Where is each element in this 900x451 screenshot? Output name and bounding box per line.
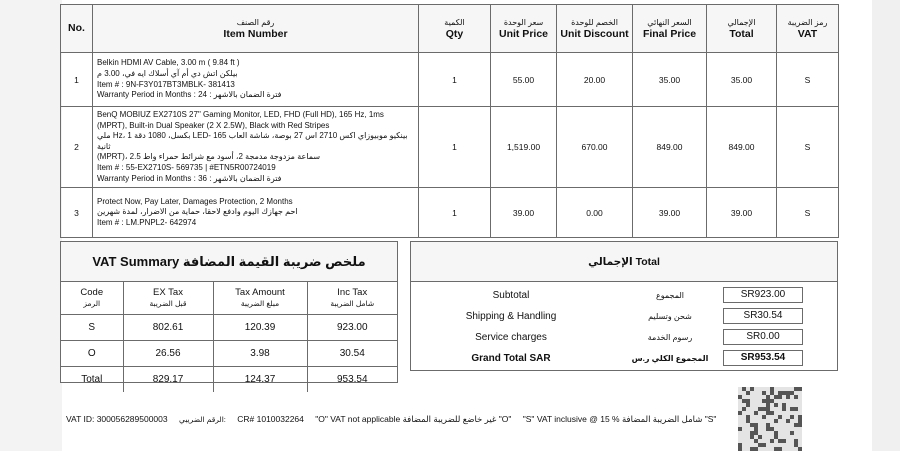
subtotal-row <box>417 286 831 304</box>
items-table <box>60 4 839 238</box>
qr-module <box>782 439 786 443</box>
qr-module <box>750 431 754 435</box>
qr-module <box>774 419 778 423</box>
vat-summary-panel <box>60 241 398 383</box>
shipping-value: SR30.54 <box>723 308 803 324</box>
vat-row-o <box>61 340 397 366</box>
cr-number: CR# 1010032264 <box>237 414 304 424</box>
qr-module <box>794 423 798 427</box>
item-sku: Item # : 9N-F3Y017BT3MBLK- 381413 <box>97 79 235 89</box>
item-unit-discount: 670.00 <box>557 107 633 188</box>
right-margin <box>872 0 900 451</box>
item-sku: Item # : LM.PNPL2- 642974 <box>97 217 197 227</box>
qr-module <box>770 391 774 395</box>
item-final-price: 849.00 <box>633 107 707 188</box>
item-total: 39.00 <box>707 188 777 238</box>
item-qty: 1 <box>419 53 491 107</box>
qr-module <box>774 435 778 439</box>
item-description <box>93 53 419 107</box>
vat-tax-amount: 124.37 <box>213 366 307 392</box>
vat-header-inc-tax: Inc Tax شامل الضريبة <box>307 282 397 314</box>
qr-module <box>758 407 762 411</box>
totals-title: الإجمالي Total <box>411 242 837 282</box>
qr-module <box>762 443 766 447</box>
header-vat: رمز الضريبة VAT <box>777 5 839 53</box>
subtotal-label: Subtotal <box>492 289 530 301</box>
qr-module <box>798 447 802 451</box>
qr-module <box>778 439 782 443</box>
vat-header-code: Code الرمز <box>61 282 123 314</box>
qr-module <box>766 427 770 431</box>
header-unit-discount: الخصم للوحدة Unit Discount <box>557 5 633 53</box>
item-qty: 1 <box>419 188 491 238</box>
vat-code: S <box>61 314 123 340</box>
qr-module <box>790 431 794 435</box>
qr-module <box>778 447 782 451</box>
totals-panel <box>410 241 838 371</box>
qr-module <box>746 391 750 395</box>
item-row-1 <box>61 53 839 107</box>
item-final-price: 39.00 <box>633 188 707 238</box>
vat-tax-amount: 120.39 <box>213 314 307 340</box>
header-qty: الكمية Qty <box>419 5 491 53</box>
grand-total-value: SR953.54 <box>723 350 803 366</box>
vat-inc-tax: 30.54 <box>307 340 397 366</box>
item-name-arabic: بينكيو موبيوزاي اكس 2710 اس 27 بوصة، شاشة العاب LED- 165 بكسل، 1080 دقة Hz، 1 ملي ثانية <box>97 131 408 151</box>
qr-module <box>762 391 766 395</box>
qr-module <box>778 391 782 395</box>
qr-module <box>738 443 742 447</box>
item-unit-price: 55.00 <box>491 53 557 107</box>
vat-header-row <box>61 282 397 314</box>
qr-module <box>786 391 790 395</box>
item-unit-price: 39.00 <box>491 188 557 238</box>
shipping-label-arabic: شحن وتسليم <box>648 311 692 321</box>
item-qty: 1 <box>419 107 491 188</box>
items-header-row <box>61 5 839 53</box>
vat-note-o: "O" VAT not applicable غير خاضع للضريبة المضافة "O" <box>315 414 512 424</box>
qr-module <box>738 427 742 431</box>
item-unit-discount: 0.00 <box>557 188 633 238</box>
qr-module <box>758 435 762 439</box>
qr-module <box>738 447 742 451</box>
item-warranty: Warranty Period in Months : 24 : فترة الضمان بالاشهر <box>97 90 282 100</box>
item-name-arabic: بيلكن اتش دي أم آي أسلاك ايه في، 3.00 م <box>97 68 238 78</box>
qr-module <box>794 387 798 391</box>
qr-module <box>762 407 766 411</box>
qr-module <box>794 407 798 411</box>
vat-summary-table <box>61 282 397 392</box>
qr-module <box>750 387 754 391</box>
qr-module <box>798 415 802 419</box>
qr-module <box>766 411 770 415</box>
qr-module <box>754 439 758 443</box>
shipping-row <box>417 307 831 325</box>
subtotal-label-arabic: المجموع <box>656 290 684 300</box>
qr-module <box>750 447 754 451</box>
grand-total-label-arabic: المجموع الكلي ر.س <box>631 353 709 363</box>
qr-module <box>766 403 770 407</box>
service-charges-label: Service charges <box>475 331 547 343</box>
header-no: No. <box>61 5 93 53</box>
item-name-arabic-cont: (MPRT)، 2.5 سماعة مزدوجة مدمجة 2، أسود مع شرائط حمراء واط <box>97 152 321 162</box>
qr-module <box>742 407 746 411</box>
qr-module <box>750 435 754 439</box>
vat-code: Total <box>61 366 123 392</box>
row-number: 1 <box>61 53 93 107</box>
item-final-price: 35.00 <box>633 53 707 107</box>
qr-module <box>790 415 794 419</box>
qr-module <box>758 443 762 447</box>
vat-id-arabic: الرقم الضريبي: <box>179 415 226 424</box>
vat-ex-tax: 802.61 <box>123 314 213 340</box>
vat-header-ex-tax: EX Tax قبل الضريبة <box>123 282 213 314</box>
qr-module <box>746 403 750 407</box>
qr-module <box>786 419 790 423</box>
item-name-cont: (MPRT), Built-in Dual Speaker (2 X 2.5W), Black with Red Stripes <box>97 120 330 130</box>
qr-module <box>766 399 770 403</box>
invoice-footer <box>66 414 725 425</box>
item-row-2 <box>61 107 839 188</box>
qr-module <box>766 395 770 399</box>
qr-module <box>770 427 774 431</box>
qr-module <box>738 395 742 399</box>
item-description <box>93 188 419 238</box>
qr-module <box>786 395 790 399</box>
qr-module <box>754 447 758 451</box>
qr-module <box>742 399 746 403</box>
qr-module <box>754 431 758 435</box>
service-charges-label-arabic: رسوم الخدمة <box>647 332 693 342</box>
qr-module <box>766 407 770 411</box>
qr-module <box>754 411 758 415</box>
qr-module <box>754 427 758 431</box>
qr-code-image <box>738 387 802 451</box>
item-unit-price: 1,519.00 <box>491 107 557 188</box>
qr-module <box>790 391 794 395</box>
item-sku: Item # : 55-EX2710S- 569735 | #ETN5R00724019 <box>97 162 276 172</box>
item-name-arabic: احم جهازك اليوم وادفع لاحقا، حماية من الاضرار، لمدة شهرين <box>97 207 298 217</box>
vat-id: VAT ID: 300056289500003 <box>66 414 168 424</box>
grand-total-row <box>417 349 831 367</box>
item-vat-code: S <box>777 188 839 238</box>
vat-summary-title: VAT Summary ملخص ضريبة القيمة المضافة <box>61 242 397 282</box>
item-warranty: Warranty Period in Months : 36 : فترة الضمان بالاشهر <box>97 173 282 183</box>
qr-module <box>794 395 798 399</box>
qr-module <box>794 439 798 443</box>
item-description <box>93 107 419 188</box>
row-number: 2 <box>61 107 93 188</box>
grand-total-label: Grand Total SAR <box>471 352 551 364</box>
header-unit-price: سعر الوحدة Unit Price <box>491 5 557 53</box>
vat-code: O <box>61 340 123 366</box>
qr-module <box>798 387 802 391</box>
qr-module <box>782 407 786 411</box>
item-row-3 <box>61 188 839 238</box>
qr-module <box>770 411 774 415</box>
qr-module <box>746 399 750 403</box>
qr-module <box>798 423 802 427</box>
qr-module <box>782 391 786 395</box>
vat-row-s <box>61 314 397 340</box>
qr-module <box>738 411 742 415</box>
item-vat-code: S <box>777 107 839 188</box>
qr-module <box>750 423 754 427</box>
subtotal-value: SR923.00 <box>723 287 803 303</box>
qr-module <box>770 439 774 443</box>
row-number: 3 <box>61 188 93 238</box>
vat-tax-amount: 3.98 <box>213 340 307 366</box>
service-charges-value: SR0.00 <box>723 329 803 345</box>
header-total: الإجمالي Total <box>707 5 777 53</box>
qr-module <box>762 415 766 419</box>
item-total: 849.00 <box>707 107 777 188</box>
item-name: BenQ MOBIUZ EX2710S 27" Gaming Monitor, LED, FHD (Full HD), 165 Hz, 1ms <box>97 110 384 119</box>
left-margin <box>0 0 62 451</box>
qr-module <box>770 387 774 391</box>
shipping-label: Shipping & Handling <box>465 310 557 322</box>
qr-module <box>774 403 778 407</box>
item-unit-discount: 20.00 <box>557 53 633 107</box>
qr-module <box>778 415 782 419</box>
qr-module <box>766 423 770 427</box>
vat-ex-tax: 829.17 <box>123 366 213 392</box>
vat-row-total <box>61 366 397 392</box>
qr-module <box>746 419 750 423</box>
qr-module <box>794 443 798 447</box>
qr-module <box>774 395 778 399</box>
qr-module <box>774 431 778 435</box>
item-total: 35.00 <box>707 53 777 107</box>
header-final-price: السعر النهائي Final Price <box>633 5 707 53</box>
item-vat-code: S <box>777 53 839 107</box>
vat-inc-tax: 953.54 <box>336 373 368 385</box>
qr-module <box>762 399 766 403</box>
item-name: Belkin HDMI AV Cable, 3.00 m ( 9.84 ft ) <box>97 58 240 68</box>
qr-module <box>774 447 778 451</box>
item-name: Protect Now, Pay Later, Damages Protection, 2 Months <box>97 196 293 206</box>
vat-header-tax-amount: Tax Amount مبلغ الضريبة <box>213 282 307 314</box>
service-charges-row <box>417 328 831 346</box>
qr-module <box>778 395 782 399</box>
vat-inc-tax: 923.00 <box>307 314 397 340</box>
header-item-number: رقم الصنف Item Number <box>93 5 419 53</box>
qr-module <box>782 403 786 407</box>
qr-module <box>798 419 802 423</box>
qr-module <box>770 399 774 403</box>
vat-note-s: "S" VAT inclusive @ 15 % شامل الضريبة المضافة "S" <box>522 414 717 424</box>
qr-module <box>790 407 794 411</box>
vat-ex-tax: 26.56 <box>123 340 213 366</box>
qr-module <box>754 423 758 427</box>
qr-module <box>742 387 746 391</box>
qr-module <box>746 415 750 419</box>
